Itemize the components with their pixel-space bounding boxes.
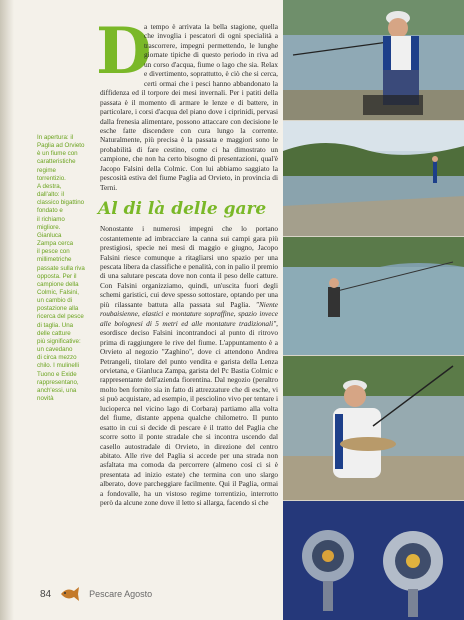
photo-fishing-reels: [283, 501, 464, 620]
photo-river-landscape: [283, 121, 464, 236]
fish-logo-icon: [59, 585, 81, 603]
photo-strip: [283, 0, 464, 620]
section-heading: Al di là delle gare: [98, 199, 267, 220]
body-before-quote: Nonostante i numerosi impegni che lo portano costantemente ad imbracciare la canna sui campi gara più prestigiosi, specie nei mesi di maggio e giugno, Jacopo Falsini riesce comunque a ritagliarsi uno spazio per una pescata libera da classifiche e penalità, con in palio il premio di una salutare pescata dove non conta il peso delle catture. Con Falsini organizziamo, quindi, un'uscita fuori degli schemi garistici, cui deve spesso sottostare, optando per una più rilassante battuta alla passata sul Paglia.: [100, 224, 278, 309]
body-after-quote: , esordisce deciso Falsini incontrandoci al punto di ritrovo prima di raggiungere le rive del fiume. L'appuntamento è a Orvieto al negozio "Zaghino", dove ci attendono Andrea Petrangeli, titolare del punto vendita e garista della Lenza orvietana, e Gianluca Zampa, garista del Pc Bastia Colmic e rappresentante dell'azienda fiorentina. Dal negozio (peraltro molto ben fornito sia in fatto di attrezzature che di esche, vi si può acquistare, ad esempio, il pesciolino vivo per tentare i lucioperca nel vicino lago di Corbara) partiamo alla volta del fiume, distante appena qualche chilometro. Il punto esatto in cui si decide di pescare è il tratto del Paglia che scorre sotto il ponte stradale che si incontra uscendo dal casello autostradale di Orvieto, in direzione del centro abitato. Alle rive del Paglia si accede per una strada non asfaltata ma comoda da percorrere (almeno così ci si è presentata ad inizio estate) che termina con uno slargo alberato, dove parcheggiare facilmente. Qui il Paglia, ormai a fondovalle, ha un vistoso regime torrentizio, interrotto però da alcune zone dove il letto si allarga, facendo sì che: [100, 318, 278, 508]
photo-angler-with-catch: [283, 356, 464, 500]
photo-caption: In apertura: il Paglia ad Orvieto è un fiume con caratteristiche regime torrentizio. A destra, dall'alto: il classico bigattino fondato e il richiamo migliore. Gianluca Zampa cerca il pesce con millimetriche passate sulla riva opposta. Per il campione della Colmic, Falsini, un cambio di postazione alla ricerca del pesce di taglia. Una delle catture più significative: un cavedano di circa mezzo chilo. I mulinelli Tuono e Exide rappresentano, anch'essi, una novità: [37, 134, 85, 402]
page-footer: [40, 584, 240, 604]
inline-quote: "Niente roubaisienne, elastici e montature sopraffine, spazio invece alle bolognesi di 5 metri ed alle montature tradizionali": [100, 299, 278, 328]
drop-cap: D: [96, 14, 152, 89]
page-gutter-shadow: [0, 0, 14, 620]
article-column: [96, 14, 278, 508]
article-intro: a tempo è arrivata la bella stagione, quella che invoglia i pescatori di ogni specialità a trascorrere, impegni permettendo, le lunghe giornate tipiche di questo periodo in riva ad un corso d'acqua, fiume o lago che sia. Relax e divertimento, soprattutto, è ciò che si cerca, certi ormai che i pesci hanno abbandonato la diffidenza ed il torpore dei mesi invernali. Per i patiti della passata è il momento di armare le lenze e di battere, in particolare, i corsi d'acqua del piano dove i ciprinidi, pervasi dalla frenesia alimentare, possono attaccare con decisione le esche fatte discendere con cura lungo la corrente. Naturalmente, più precisa è la passata e maggiori sono le probabilità di fare cestino, come ci ha dimostrato un campione, che non ha certo bisogno di presentazioni, qual'è Jacopo Falsini della Colmic. Con lui abbiamo saggiato la pescosità estiva del fiume Paglia ad Orvieto, in provincia di Terni.: [100, 22, 278, 192]
page-number: 84: [40, 588, 52, 600]
article-body: [100, 224, 278, 508]
photo-angler-in-river: [283, 237, 464, 355]
photo-angler-riverbank-top: [283, 0, 464, 120]
magazine-name: Pescare Agosto: [89, 589, 153, 599]
